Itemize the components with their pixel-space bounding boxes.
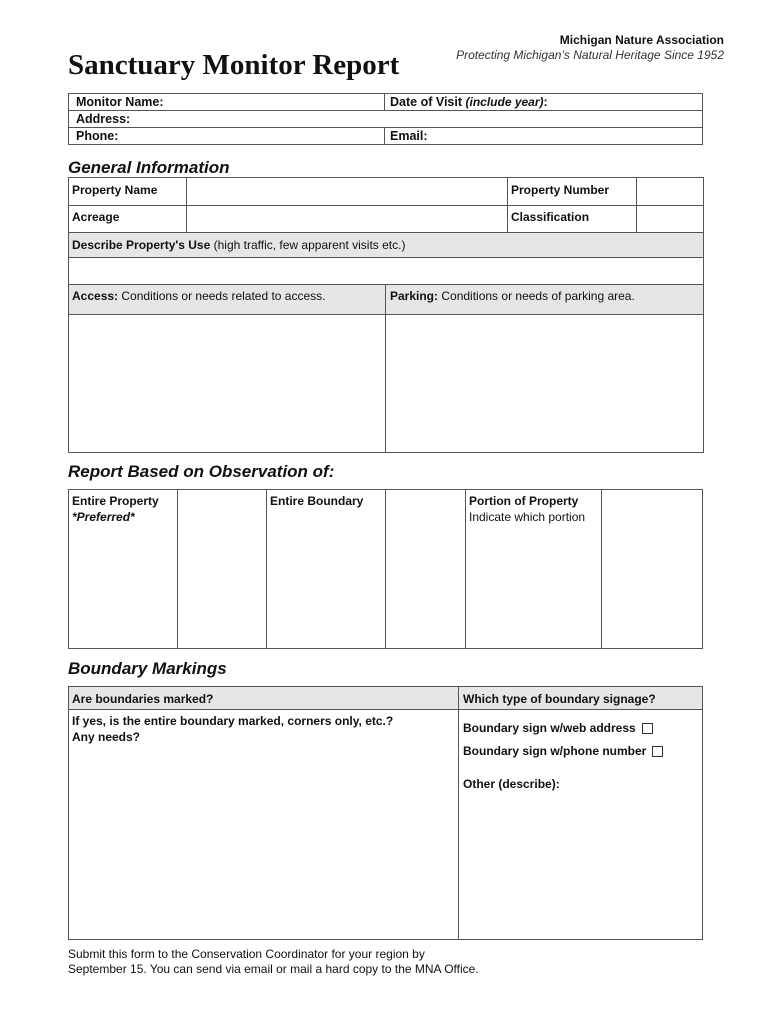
web-address-checkbox[interactable] (642, 723, 653, 734)
option-phone-number[interactable]: Boundary sign w/phone number (463, 744, 663, 758)
property-use-label: Describe Property's Use (high traffic, few apparent visits etc.) (72, 238, 406, 252)
address-label: Address: (76, 112, 131, 126)
property-use-field[interactable] (70, 259, 702, 283)
divider (68, 257, 704, 258)
footer-line-2: September 15. You can send via email or mail a hard copy to the MNA Office. (68, 962, 479, 976)
acreage-field[interactable] (188, 207, 505, 231)
email-field[interactable] (435, 128, 700, 143)
divider (385, 489, 386, 649)
option-other-label: Other (describe): (463, 777, 560, 791)
portion-hint: Indicate which portion (469, 510, 586, 524)
organization-name: Michigan Nature Association (559, 33, 724, 47)
boundaries-marked-label: Are boundaries marked? (72, 692, 214, 706)
divider (68, 205, 704, 206)
entire-property-label: Entire Property (72, 494, 159, 508)
entire-property-field[interactable] (179, 491, 264, 647)
general-information-heading: General Information (68, 158, 230, 177)
classification-label: Classification (511, 210, 590, 224)
preferred-note: *Preferred* (72, 510, 135, 524)
observation-heading: Report Based on Observation of: (68, 462, 335, 481)
divider (465, 489, 466, 649)
divider (177, 489, 178, 649)
boundary-markings-heading: Boundary Markings (68, 659, 227, 678)
organization-tagline: Protecting Michigan’s Natural Heritage Since 1952 (456, 48, 724, 62)
boundary-notes-field[interactable] (70, 748, 456, 938)
property-number-label: Property Number (511, 183, 610, 197)
divider (384, 93, 385, 110)
divider (601, 489, 602, 649)
divider (68, 709, 703, 710)
portion-label: Portion of Property (469, 494, 579, 508)
access-label: Access: Conditions or needs related to access. (72, 289, 326, 303)
email-label: Email: (390, 129, 428, 143)
entire-boundary-field[interactable] (387, 491, 463, 647)
phone-label: Phone: (76, 129, 119, 143)
property-number-field[interactable] (638, 179, 702, 204)
property-name-field[interactable] (188, 179, 505, 204)
divider (636, 177, 637, 232)
option-web-address[interactable]: Boundary sign w/web address (463, 721, 653, 735)
date-of-visit-field[interactable] (565, 94, 700, 109)
portion-field[interactable] (603, 491, 701, 647)
page-title: Sanctuary Monitor Report (68, 49, 400, 81)
phone-number-checkbox[interactable] (652, 746, 663, 757)
divider (384, 127, 385, 145)
other-signage-field[interactable] (460, 795, 701, 938)
divider (186, 177, 187, 232)
phone-field[interactable] (130, 128, 380, 143)
divider (385, 284, 386, 453)
date-of-visit-label: Date of Visit (include year): (390, 95, 548, 109)
monitor-name-label: Monitor Name: (76, 95, 164, 109)
boundary-extent-label: If yes, is the entire boundary marked, corners only, etc.? (72, 714, 394, 728)
parking-label: Parking: Conditions or needs of parking area. (390, 289, 635, 303)
boundary-needs-label: Any needs? (72, 730, 141, 744)
divider (68, 314, 704, 315)
footer-line-1: Submit this form to the Conservation Coordinator for your region by (68, 947, 425, 961)
classification-field[interactable] (638, 207, 702, 231)
acreage-label: Acreage (72, 210, 120, 224)
property-name-label: Property Name (72, 183, 158, 197)
address-field[interactable] (140, 111, 700, 126)
entire-boundary-label: Entire Boundary (270, 494, 364, 508)
access-field[interactable] (70, 316, 383, 451)
divider (458, 686, 459, 940)
monitor-name-field[interactable] (180, 94, 380, 109)
signage-type-label: Which type of boundary signage? (463, 692, 656, 706)
parking-field[interactable] (387, 316, 702, 451)
divider (507, 177, 508, 232)
divider (266, 489, 267, 649)
